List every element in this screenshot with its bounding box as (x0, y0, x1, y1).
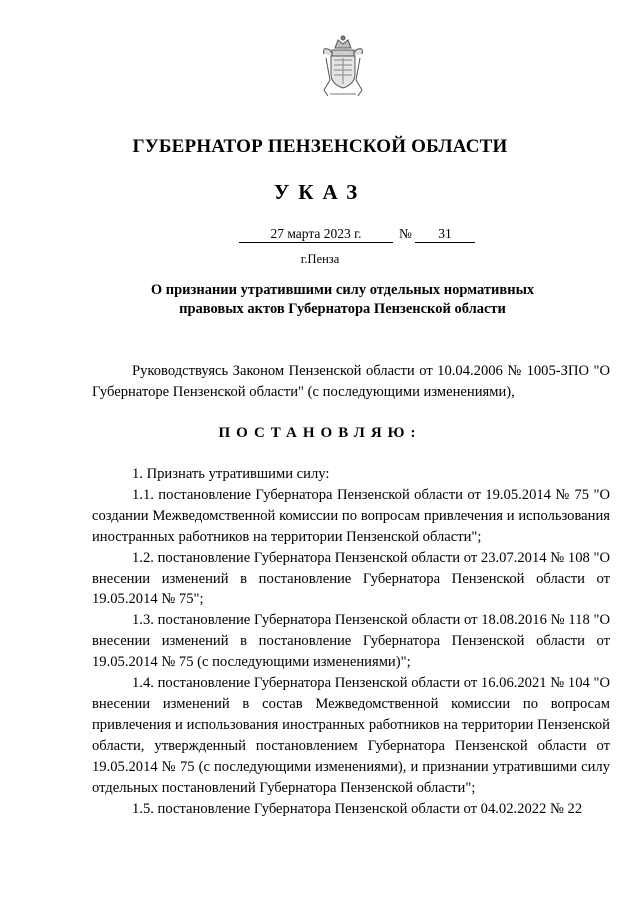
decree-items (92, 464, 610, 819)
city-label: г.Пенза (300, 252, 340, 266)
intro-block (92, 361, 610, 403)
document-number: 31 (415, 226, 475, 243)
document-date: 27 марта 2023 г. (239, 226, 393, 243)
intro-paragraph: Руководствуясь Законом Пензенской области от 10.04.2006 № 1005-ЗПО "О Губернаторе Пензенской области" (с последующими изменениями), (92, 363, 610, 400)
document-subject (120, 281, 565, 319)
decree-item: 1.4. постановление Губернатора Пензенской области от 16.06.2021 № 104 "О внесении изменений в состав Межведомственной комиссии по вопросам привлечения и использования иностранных работников на территории Пензенской области, утвержденный постановлением Губернатора Пензенской области от 19.05.2014 № 75 (с последующими изменениями), и признании утратившими силу отдельных постановлений Губернатора Пензенской области"; (92, 675, 610, 796)
decree-item: 1.2. постановление Губернатора Пензенской области от 23.07.2014 № 108 "О внесении изменений в постановление Губернатора Пензенской области от 19.05.2014 № 75"; (92, 549, 610, 608)
decree-item: 1.1. постановление Губернатора Пензенской области от 19.05.2014 № 75 "О создании Межведомственной комиссии по вопросам привлечения и использования иностранных работников на территории Пензенской области"; (92, 486, 610, 545)
number-sign: № (399, 226, 412, 241)
decree-word: ПОСТАНОВЛЯЮ: (218, 425, 422, 441)
subject-line-1: О признании утратившими силу отдельных нормативных (150, 282, 535, 298)
coat-of-arms-emblem (318, 34, 368, 100)
org-title: ГУБЕРНАТОР ПЕНЗЕНСКОЙ ОБЛАСТИ (132, 136, 508, 157)
decree-item: 1. Признать утратившими силу: (132, 466, 330, 482)
decree-item: 1.3. постановление Губернатора Пензенской области от 18.08.2016 № 118 "О внесении изменений в постановление Губернатора Пензенской области от 19.05.2014 № 75 (с последующими изменениями)"; (92, 612, 610, 671)
subject-line-2: правовых актов Губернатора Пензенской области (179, 301, 506, 317)
decree-item: 1.5. постановление Губернатора Пензенской области от 04.02.2022 № 22 (132, 800, 583, 817)
doc-type-heading: УКАЗ (273, 180, 367, 204)
date-number-line (239, 226, 475, 244)
